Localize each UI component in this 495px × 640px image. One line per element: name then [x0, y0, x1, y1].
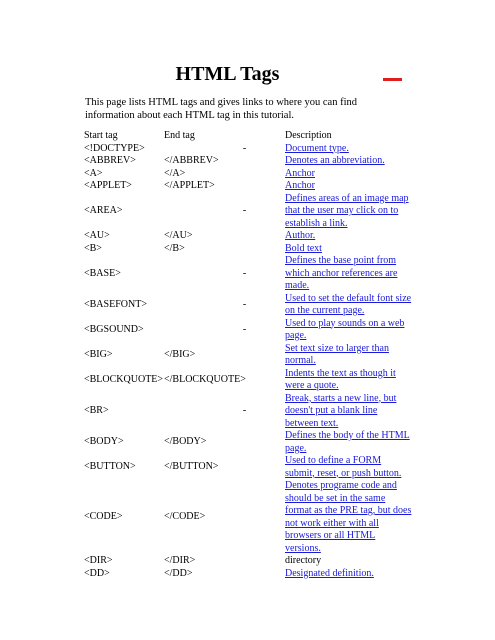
start-tag-cell: <A> — [84, 167, 103, 179]
start-tag-cell: <BIG> — [84, 348, 113, 360]
description-link[interactable]: Used to define a FORM submit, reset, or push button. — [285, 455, 402, 479]
description-link[interactable]: Used to play sounds on a web page. — [285, 317, 405, 341]
end-tag-cell: - — [242, 298, 247, 310]
start-tag-cell: <ABBREV> — [84, 155, 136, 166]
table-row — [84, 143, 412, 156]
page-title: HTML Tags — [175, 63, 280, 85]
description-link[interactable]: Bold text — [285, 242, 322, 254]
description-link[interactable]: Author. — [285, 230, 316, 241]
description-link[interactable]: Designated definition. — [285, 567, 374, 579]
description-link[interactable]: Used to set the default font size on the current page. — [285, 292, 412, 316]
description-cell — [285, 455, 412, 480]
description-link[interactable]: Document type. — [285, 142, 349, 154]
header-description: Description — [285, 130, 332, 141]
start-tag-cell: <DD> — [84, 567, 110, 579]
description-cell — [285, 193, 412, 231]
description-cell — [285, 293, 412, 318]
table-row — [84, 555, 412, 568]
description-link[interactable]: Anchor — [285, 167, 315, 179]
header-end-tag: End tag — [164, 130, 195, 141]
description-link[interactable]: Defines the body of the HTML page. — [285, 430, 410, 454]
description-cell — [285, 480, 412, 555]
description-cell — [285, 318, 412, 343]
end-tag-cell: </BODY> — [164, 436, 207, 448]
description-cell — [285, 343, 412, 368]
end-tag-cell: </DD> — [164, 567, 193, 579]
description-cell — [285, 430, 412, 455]
end-tag-cell: - — [242, 267, 247, 279]
start-tag-cell: <CODE> — [84, 511, 123, 523]
end-tag-cell: </A> — [164, 167, 186, 179]
start-tag-cell: <APPLET> — [84, 180, 132, 191]
description-link[interactable]: Defines the base point from which anchor references are made. — [285, 255, 398, 291]
table-row — [84, 180, 412, 193]
description-link[interactable]: Denotes an abbreviation. — [285, 155, 385, 166]
description-cell — [285, 568, 412, 581]
table-row — [84, 293, 412, 318]
table-row — [84, 368, 412, 393]
end-tag-cell: </ABBREV> — [164, 155, 219, 166]
description-cell — [285, 555, 412, 568]
description-cell — [285, 255, 412, 293]
end-tag-cell: </CODE> — [164, 511, 206, 523]
table-row — [84, 393, 412, 431]
end-tag-cell: </B> — [164, 242, 185, 254]
description-cell — [285, 168, 412, 181]
description-cell — [285, 368, 412, 393]
header-start-tag: Start tag — [84, 130, 118, 141]
table-row — [84, 155, 412, 168]
table-row — [84, 255, 412, 293]
start-tag-cell: <DIR> — [84, 555, 113, 566]
start-tag-cell: <B> — [84, 242, 102, 254]
table-row — [84, 430, 412, 455]
description-link[interactable]: Break, starts a new line, but doesn't put a blank line between text. — [285, 392, 397, 429]
start-tag-cell: <BASEFONT> — [84, 298, 147, 310]
start-tag-cell: <AU> — [84, 230, 110, 241]
description-cell — [285, 393, 412, 431]
description-cell — [285, 243, 412, 256]
end-tag-cell: </BIG> — [164, 348, 196, 360]
end-tag-cell: </BUTTON> — [164, 461, 219, 473]
description-link[interactable]: Anchor — [285, 180, 315, 191]
start-tag-cell: <BLOCKQUOTE> — [84, 373, 164, 385]
intro-paragraph: This page lists HTML tags and gives links to where you can find information about each HTML tag in this tutorial. — [85, 97, 357, 121]
start-tag-cell: <BGSOUND> — [84, 323, 144, 335]
description-link[interactable]: Denotes programe code and should be set in the same format as the PRE tag, but does not work either with all browsers or all HTML versions. — [285, 480, 412, 554]
table-header-row — [84, 130, 412, 143]
end-tag-cell: </AU> — [164, 230, 193, 241]
start-tag-cell: <BUTTON> — [84, 461, 136, 473]
description-link[interactable]: Indents the text as though it were a quote. — [285, 367, 396, 391]
red-accent-mark — [383, 78, 402, 81]
description-cell — [285, 230, 412, 243]
table-row — [84, 480, 412, 555]
description-link[interactable]: Set text size to larger than normal. — [285, 342, 389, 366]
start-tag-cell: <BODY> — [84, 436, 124, 448]
table-row — [84, 568, 412, 581]
start-tag-cell: <BR> — [84, 405, 109, 416]
start-tag-cell: <BASE> — [84, 267, 121, 279]
description-link[interactable]: Defines areas of an image map that the user may click on to establish a link. — [285, 192, 409, 229]
description-cell — [285, 143, 412, 156]
start-tag-cell: <AREA> — [84, 205, 123, 216]
table-body — [84, 143, 412, 581]
table-row — [84, 230, 412, 243]
html-tags-table — [84, 130, 412, 580]
end-tag-cell: - — [242, 405, 247, 416]
table-row — [84, 343, 412, 368]
table-row — [84, 193, 412, 231]
end-tag-cell: </APPLET> — [164, 180, 215, 191]
end-tag-cell: </BLOCKQUOTE> — [164, 373, 246, 385]
end-tag-cell: - — [242, 142, 247, 154]
end-tag-cell: </DIR> — [164, 555, 196, 566]
end-tag-cell: - — [242, 323, 247, 335]
table-row — [84, 318, 412, 343]
table-row — [84, 243, 412, 256]
table-row — [84, 168, 412, 181]
description-cell — [285, 155, 412, 168]
start-tag-cell: <!DOCTYPE> — [84, 142, 145, 154]
description-text: directory — [285, 555, 322, 566]
table-row — [84, 455, 412, 480]
description-cell — [285, 180, 412, 193]
end-tag-cell: - — [242, 205, 247, 216]
